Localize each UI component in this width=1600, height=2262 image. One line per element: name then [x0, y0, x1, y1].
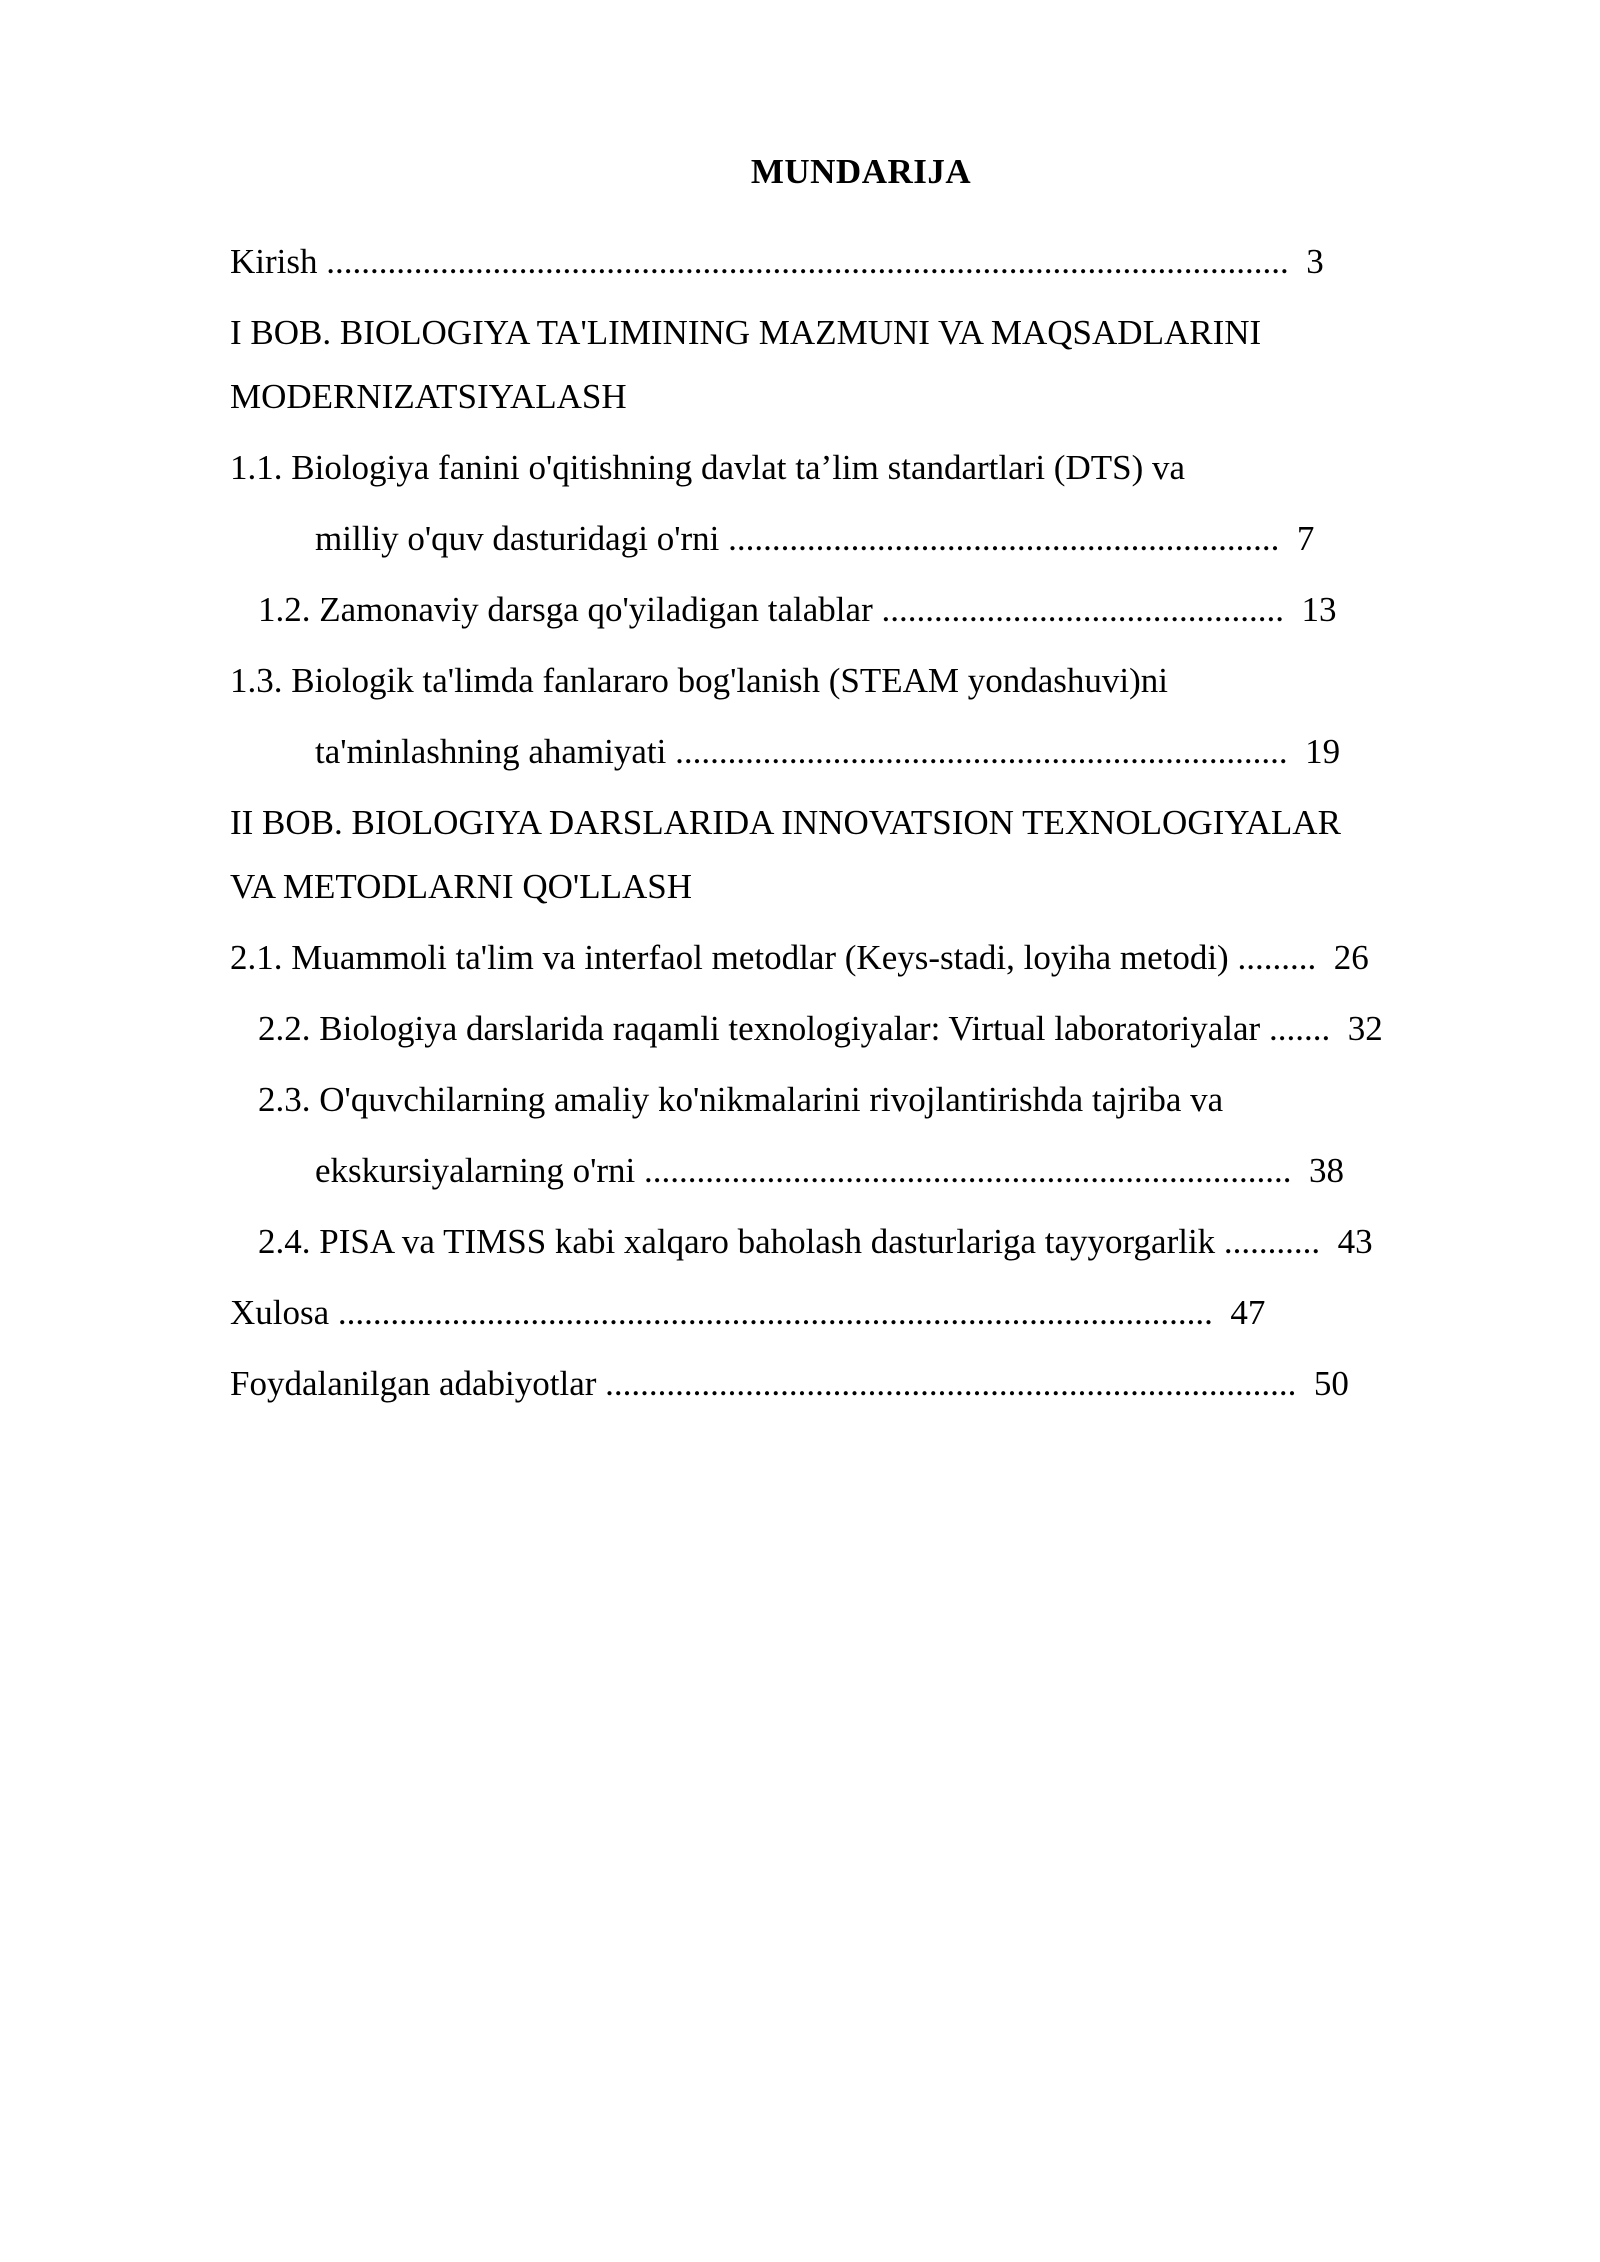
toc-section-2-3-line1: 2.3. O'quvchilarning amaliy ko'nikmalarini rivojlantirishda tajriba va — [258, 1080, 1224, 1119]
toc-section-1-1-line2: milliy o'quv dasturidagi o'rni ............................................................... 7 — [315, 519, 1315, 558]
toc-entry-introduction: Kirish .............................................................................................................. 3 — [230, 242, 1324, 281]
toc-section-2-4: 2.4. PISA va TIMSS kabi xalqaro baholash dasturlariga tayyorgarlik ........... 43 — [258, 1222, 1373, 1261]
page-title: MUNDARIJA — [750, 152, 972, 191]
toc-section-1-3-line2: ta'minlashning ahamiyati ...................................................................... 19 — [315, 732, 1341, 771]
toc-chapter-2-heading-line1: II BOB. BIOLOGIYA DARSLARIDA INNOVATSION TEXNOLOGIYALAR — [230, 803, 1341, 842]
toc-section-2-3-line2: ekskursiyalarning o'rni .......................................................................... 38 — [315, 1151, 1345, 1190]
toc-section-1-1-line1: 1.1. Biologiya fanini o'qitishning davlat ta’lim standartlari (DTS) va — [230, 448, 1186, 487]
toc-section-2-2: 2.2. Biologiya darslarida raqamli texnologiyalar: Virtual laboratoriyalar ....... 32 — [258, 1009, 1383, 1048]
toc-section-1-3-line1: 1.3. Biologik ta'limda fanlararo bog'lanish (STEAM yondashuvi)ni — [230, 661, 1169, 700]
toc-chapter-1-heading-line2: MODERNIZATSIYALASH — [230, 377, 627, 416]
toc-entry-conclusion: Xulosa .................................................................................................... 47 — [230, 1293, 1266, 1332]
toc-entry-references: Foydalanilgan adabiyotlar ............................................................................... 50 — [230, 1364, 1349, 1403]
toc-section-1-2: 1.2. Zamonaviy darsga qo'yiladigan talablar .............................................. 13 — [258, 590, 1337, 629]
toc-chapter-2-heading-line2: VA METODLARNI QO'LLASH — [230, 867, 692, 906]
toc-chapter-1-heading-line1: I BOB. BIOLOGIYA TA'LIMINING MAZMUNI VA MAQSADLARINI — [230, 313, 1262, 352]
toc-section-2-1: 2.1. Muammoli ta'lim va interfaol metodlar (Keys-stadi, loyiha metodi) ......... 26 — [230, 938, 1369, 977]
